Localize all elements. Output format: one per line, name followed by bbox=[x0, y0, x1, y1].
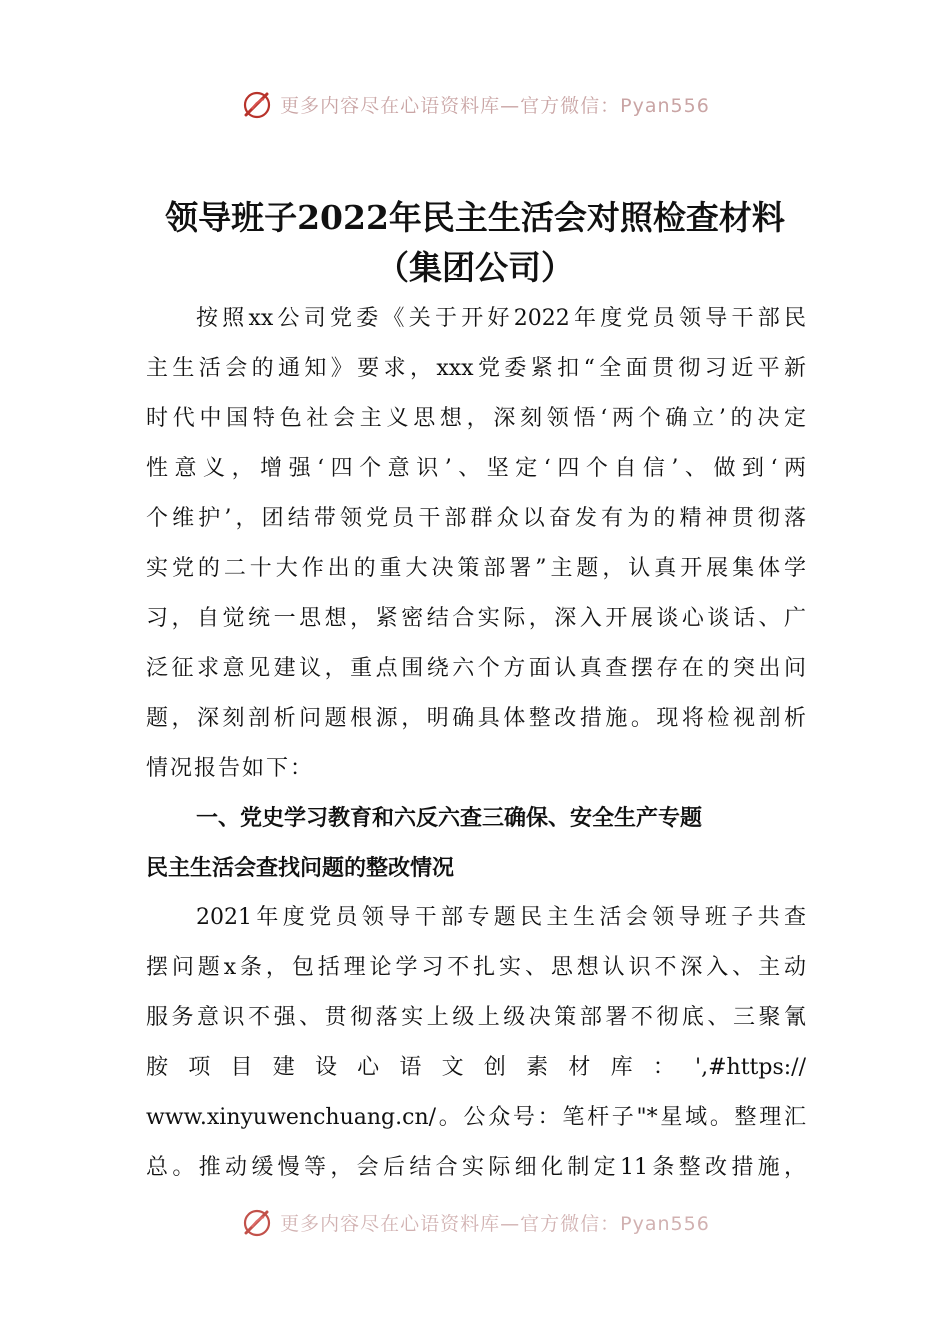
paragraph-line: 性意义，增强‘四个意识’、坚定‘四个自信’、做到‘两 bbox=[146, 456, 806, 481]
header-banner bbox=[0, 84, 950, 124]
banner-text: 更多内容尽在心语资料库—官方微信：Pyan556 bbox=[280, 1212, 710, 1235]
paragraph-line: 2021年度党员领导干部专题民主生活会领导班子共查 bbox=[196, 905, 806, 930]
banner-text: 更多内容尽在心语资料库—官方微信：Pyan556 bbox=[280, 94, 710, 117]
paragraph-line: 服务意识不强、贯彻落实上级上级决策部署不彻底、三聚氰 bbox=[146, 1005, 806, 1030]
paragraph-line: www.xinyuwenchuang.cn/。公众号：笔杆子"*星域。整理汇 bbox=[146, 1105, 806, 1130]
paragraph-line: 胺 项 目 建 设 心 语 文 创 素 材 库 ： ',#https:// bbox=[146, 1055, 806, 1080]
paragraph-line: 题，深刻剖析问题根源，明确具体整改措施。现将检视剖析 bbox=[146, 706, 806, 731]
pen-logo-icon bbox=[240, 87, 274, 121]
section-heading: 一、党史学习教育和六反六查三确保、安全生产专题 bbox=[196, 806, 703, 831]
paragraph-line: 情况报告如下： bbox=[146, 756, 315, 781]
paragraph-line: 实党的二十大作出的重大决策部署”主题，认真开展集体学 bbox=[146, 556, 806, 581]
paragraph-line: 总。推动缓慢等，会后结合实际细化制定11条整改措施， bbox=[146, 1155, 806, 1180]
footer-banner bbox=[0, 1202, 950, 1242]
paragraph-line: 主生活会的通知》要求，xxx党委紧扣“全面贯彻习近平新 bbox=[146, 356, 806, 381]
document-subtitle: （集团公司） bbox=[376, 248, 574, 287]
paragraph-line: 习，自觉统一思想，紧密结合实际，深入开展谈心谈话、广 bbox=[146, 606, 806, 631]
paragraph-line: 按照xx公司党委《关于开好2022年度党员领导干部民 bbox=[196, 306, 806, 331]
paragraph-line: 时代中国特色社会主义思想，深刻领悟‘两个确立’的决定 bbox=[146, 406, 806, 431]
section-heading: 民主生活会查找问题的整改情况 bbox=[146, 856, 455, 881]
pen-logo-icon bbox=[240, 1205, 274, 1239]
document-title: 领导班子2022年民主生活会对照检查材料 bbox=[165, 198, 785, 237]
paragraph-line: 个维护’，团结带领党员干部群众以奋发有为的精神贯彻落 bbox=[146, 506, 806, 531]
paragraph-line: 摆问题x条，包括理论学习不扎实、思想认识不深入、主动 bbox=[146, 955, 806, 980]
paragraph-line: 泛征求意见建议，重点围绕六个方面认真查摆存在的突出问 bbox=[146, 656, 806, 681]
